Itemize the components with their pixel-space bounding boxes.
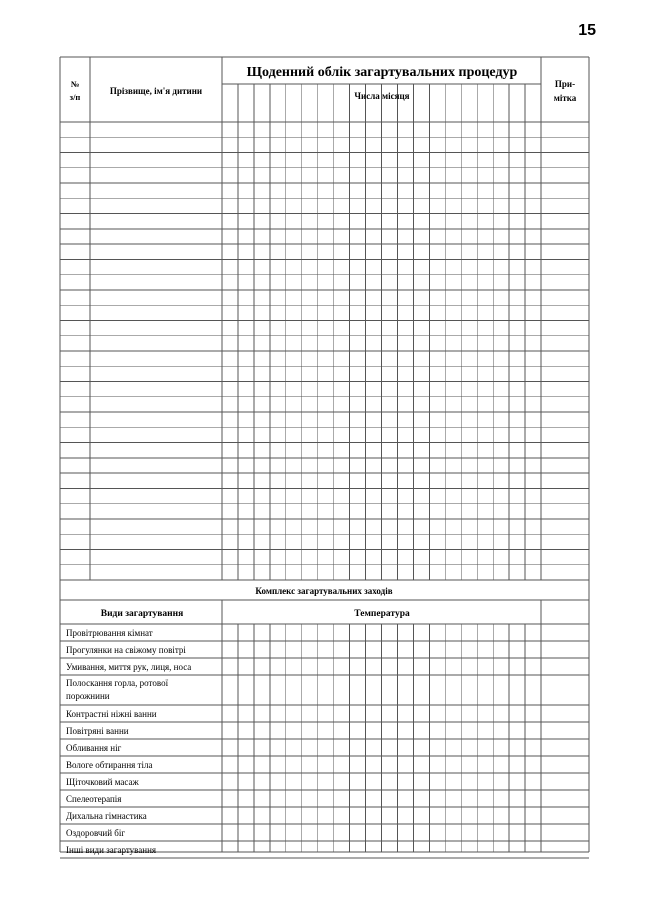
procedure-label: Контрастні ніжні ванни xyxy=(66,709,157,719)
temperature-label: Температура xyxy=(354,609,410,619)
procedure-label: Повітряні ванни xyxy=(66,726,129,736)
num-label-top: № xyxy=(70,79,80,89)
procedure-label: Полоскання горла, ротової xyxy=(66,678,169,688)
procedure-label: Провітрювання кімнат xyxy=(66,628,153,638)
dates-label: Числа місяця xyxy=(354,91,410,101)
procedure-label: Дихальна гімнастика xyxy=(66,811,147,821)
procedure-label: Вологе обтирання тіла xyxy=(66,760,153,770)
page-number: 15 xyxy=(578,22,596,39)
procedure-label: Обливання ніг xyxy=(66,743,122,753)
procedure-label: Інші види загартування xyxy=(66,845,157,855)
procedure-label: Спелеотерапія xyxy=(66,794,122,804)
procedure-label: порожнини xyxy=(66,691,110,701)
procedure-label: Умивання, миття рук, лиця, носа xyxy=(66,662,192,672)
procedure-label: Оздоровчий біг xyxy=(66,828,126,838)
num-label-bottom: з/п xyxy=(69,92,81,102)
note-label-bottom: мітка xyxy=(553,93,577,103)
note-label-top: При- xyxy=(554,79,576,89)
name-column-label: Прізвище, ім'я дитини xyxy=(109,86,203,96)
procedure-label: Прогулянки на свіжому повітрі xyxy=(66,645,186,655)
procedure-label: Щіточковий масаж xyxy=(66,777,139,787)
form-title: Щоденний облік загартувальних процедур xyxy=(246,65,518,80)
types-label: Види загартування xyxy=(100,609,184,619)
complex-title: Комплекс загартувальних заходів xyxy=(255,586,393,596)
